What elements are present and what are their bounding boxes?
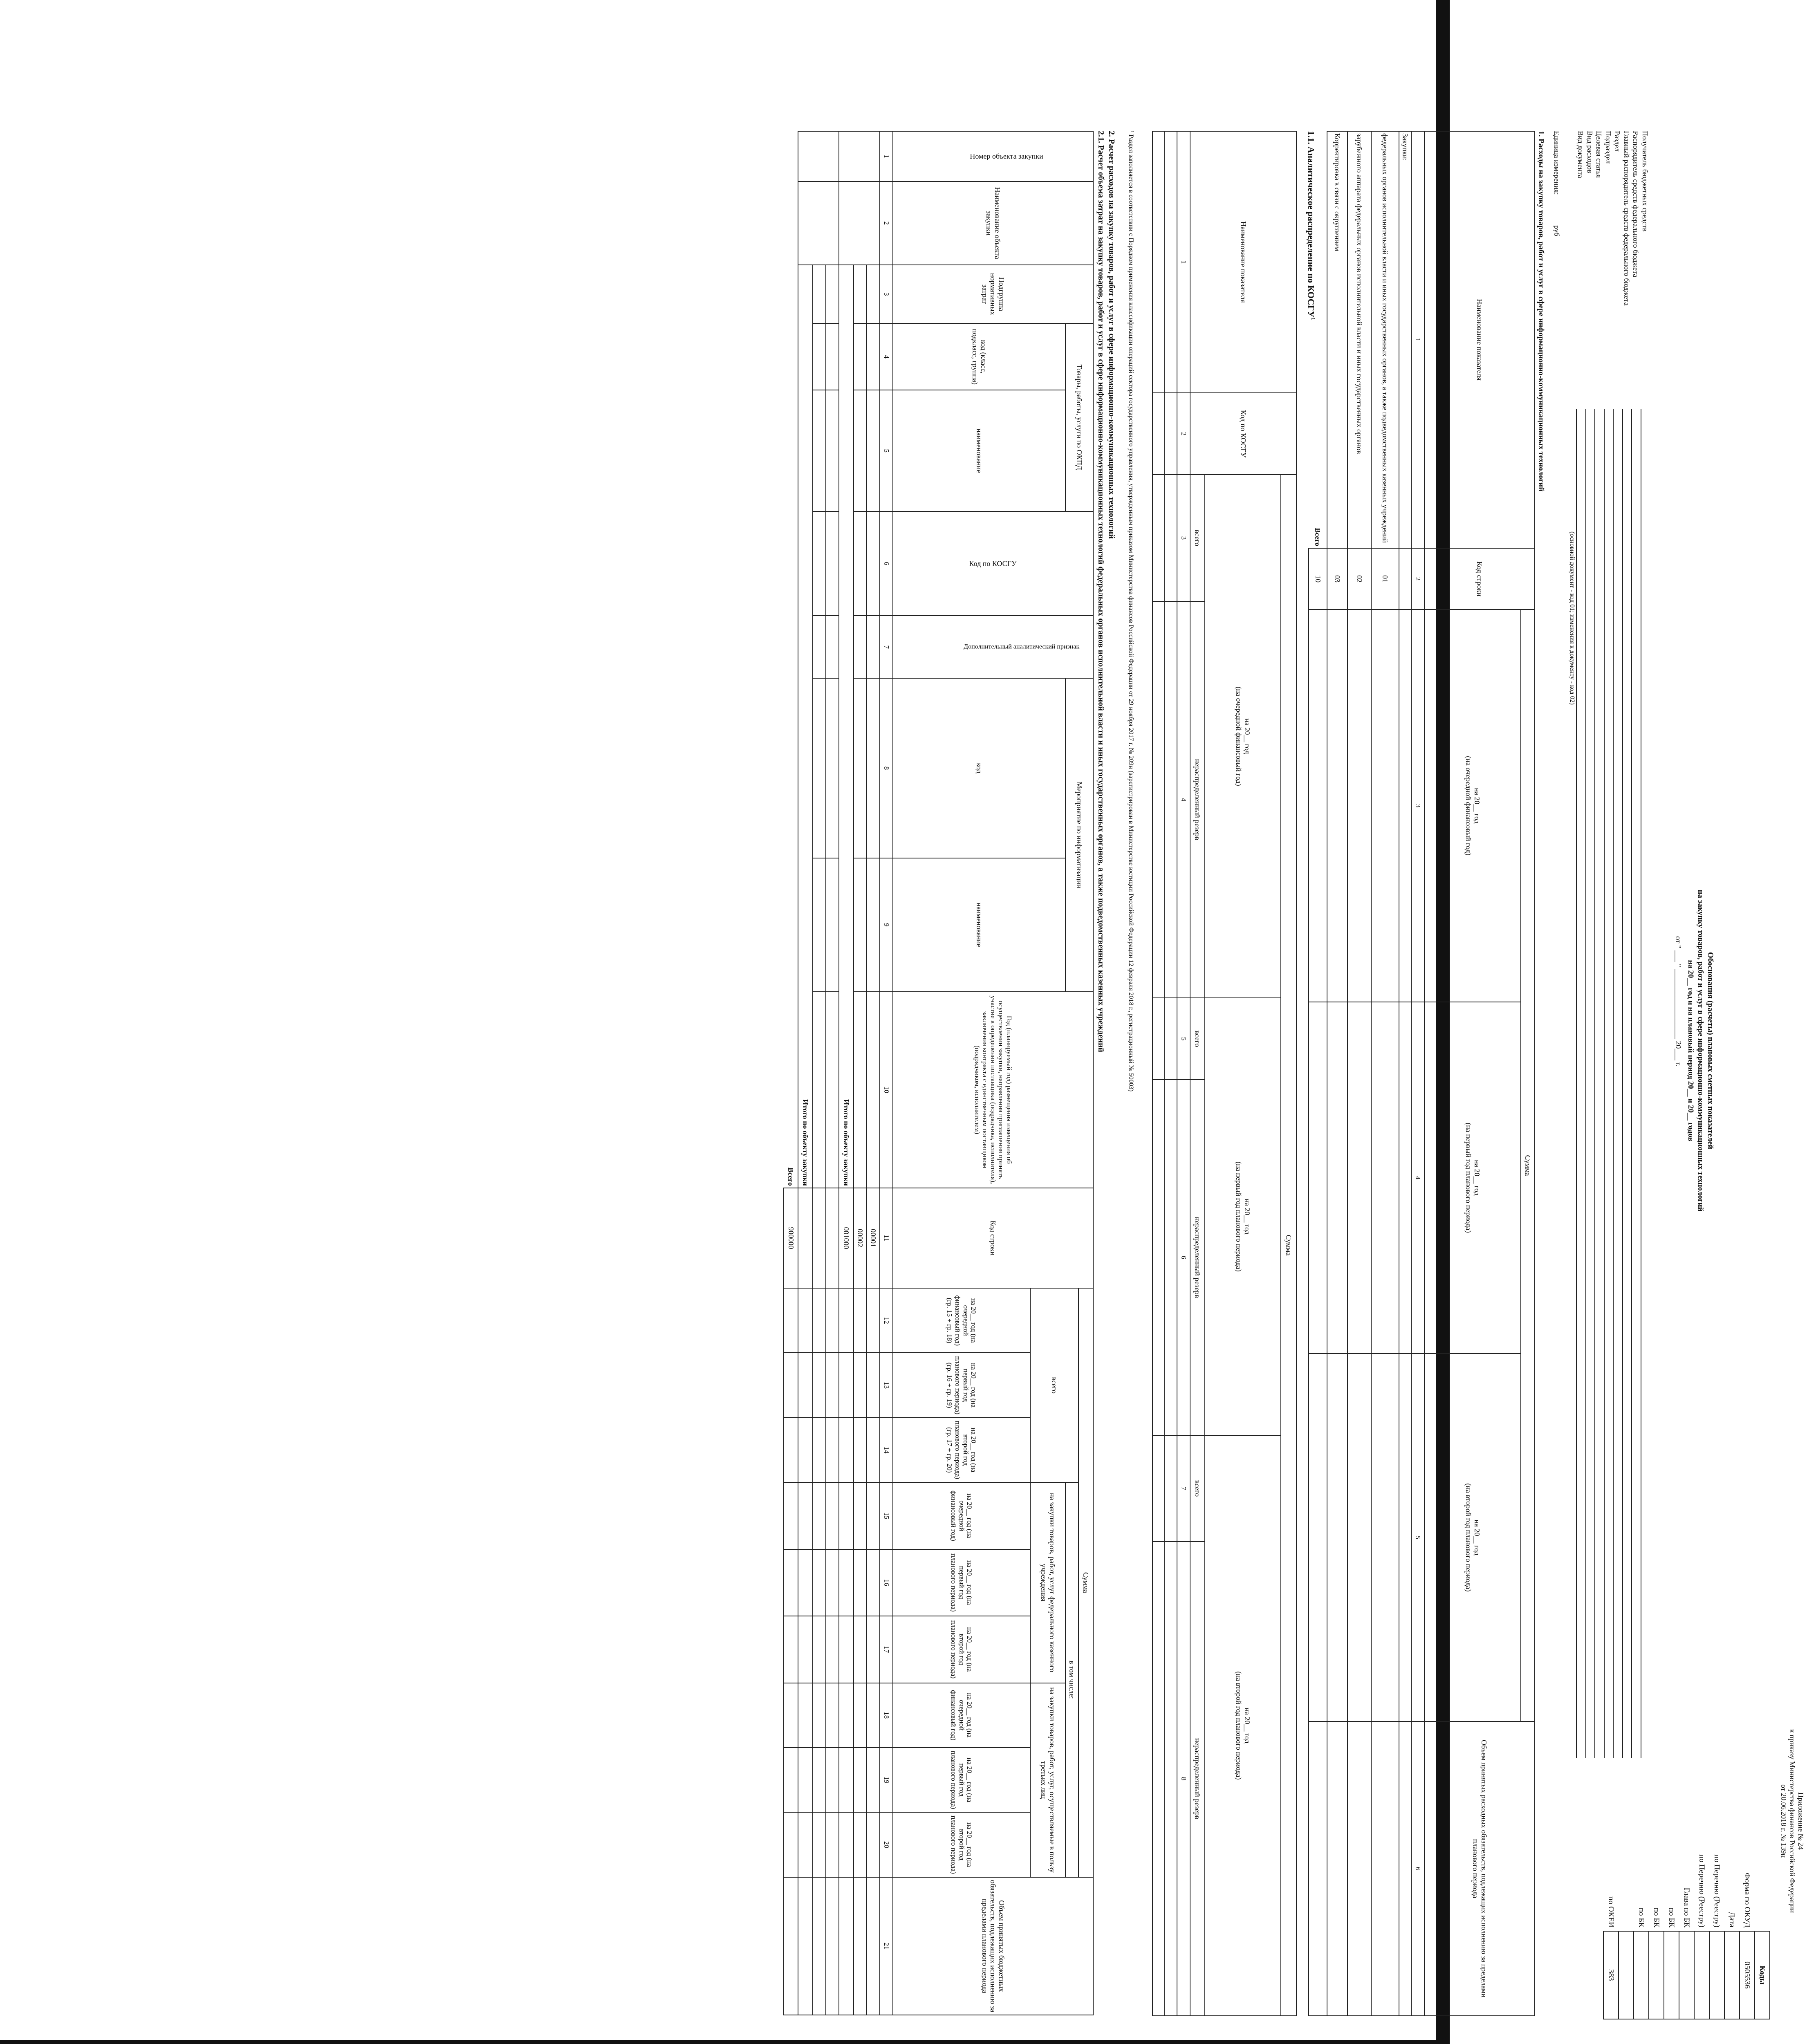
code-value — [1679, 1931, 1694, 2019]
col-num: 6 — [1177, 1080, 1190, 1435]
code-label: по БК — [1637, 1907, 1646, 1927]
code-label: по Перечню (Реестру) — [1697, 1854, 1706, 1927]
total-label: Всего — [784, 131, 798, 1188]
col-num: 13 — [880, 1353, 893, 1417]
total-code: 900000 — [784, 1188, 798, 1288]
appendix-line-3: от 20.06.2018 г. № 139н — [1780, 1784, 1788, 1858]
s2-head-incl: в том числе: — [1065, 1482, 1078, 1877]
col-num: 5 — [1177, 998, 1190, 1080]
title-line-1: Обоснования (расчеты) плановых сметных показателей — [1706, 952, 1715, 1150]
section2-title: 2. Расчет расходов на закупку товаров, работ и услуг в сфере информационно-коммуникационных технологий — [1107, 131, 1116, 539]
code-label: Глава по БК — [1682, 1887, 1691, 1927]
col-num: 8 — [880, 678, 893, 858]
row-name: федеральных органов исполнительной власти и иных государственных органов, а также подведомственных казенных учреждений — [1371, 131, 1399, 548]
col-num: 12 — [880, 1288, 893, 1353]
s1-y2: на 20__ год — [1473, 1160, 1481, 1196]
s1-y3-sub: (на второй год планового периода) — [1464, 1483, 1473, 1592]
codes-header: Коды — [1755, 1931, 1770, 2019]
code-value: 0505536 — [1740, 1931, 1755, 2019]
table-row-total — [1309, 131, 1327, 2016]
s2-head-okpd-code: код (класс, подкласс, группа) — [893, 323, 1065, 390]
s11-reserve: нераспределенный резерв — [1190, 1080, 1205, 1435]
row-code: 03 — [1327, 548, 1347, 610]
code-value — [1664, 1931, 1679, 2019]
field-label: Целевая статья — [1595, 131, 1603, 178]
col-num: 15 — [880, 1482, 893, 1549]
section1-table — [1308, 131, 1535, 2016]
scan-edge-bottom — [0, 2040, 1450, 2044]
code-value — [1724, 1931, 1740, 2019]
field-label: Главный распорядитель средств федерального бюджета — [1623, 131, 1631, 306]
row-code: 01 — [1371, 548, 1399, 610]
table-row — [1347, 131, 1371, 2016]
col-num: 18 — [880, 1683, 893, 1748]
col-num: 4 — [1177, 601, 1190, 998]
col-num: 21 — [880, 1877, 893, 2015]
footnote: ¹ Раздел заполняется в соответствии с Порядком применения классификации операций сектора государственного управления, утвержденным приказом Министерства финансов Российской Федерации от 29 ноября 2017 г. № 209н (зарегистрирован в Министерстве юстиции Российской Федерации 12 февраля 2018 г., регистрационный № 50003) — [1128, 131, 1134, 1092]
col-num: 7 — [880, 616, 893, 678]
section11-title — [1306, 131, 1316, 320]
s2-head-c19: на 20__ год (на первый год планового периода) — [893, 1748, 1030, 1812]
field-line — [1576, 409, 1577, 1758]
field-label: Раздел — [1613, 131, 1622, 152]
s2-head-add — [893, 616, 1093, 678]
s1-head-name: Наименование показателя — [1424, 131, 1535, 548]
s1-head-code: Код строки — [1424, 548, 1535, 610]
col-num: 5 — [1411, 1354, 1424, 1721]
col-num: 2 — [1411, 548, 1424, 610]
s2-head-c18: на 20__ год (на очередной финансовый год) — [893, 1683, 1030, 1748]
s2-head-beyond: Объем принятых бюджетных обязательств, подлежащих исполнению за пределами планового периода — [893, 1877, 1093, 2015]
s11-head-y1 — [1205, 475, 1281, 998]
s2-head-c17: на 20__ год (на второй год планового периода) — [893, 1616, 1030, 1683]
table-row — [854, 131, 867, 2015]
s2-head-event-code: код — [893, 678, 1065, 858]
appendix-line-2: к приказу Министерства финансов Российской Федерации — [1788, 1729, 1796, 1913]
s11-all: всего — [1190, 998, 1205, 1080]
s11-head-sum: Сумма — [1281, 475, 1296, 2016]
code-value — [1694, 1931, 1709, 2019]
code-label: по БК — [1667, 1907, 1676, 1927]
section11-title-text: 1.1. Аналитическое распределение по КОСГУ — [1306, 131, 1316, 318]
row-code: 00002 — [854, 1188, 867, 1288]
form-date: от " ___ " __________________ 20___ г. — [1674, 936, 1682, 1067]
subtotal-code: 001000 — [839, 1188, 854, 1288]
section11-table — [1152, 131, 1297, 2016]
field-line — [1622, 409, 1623, 1758]
s1-head-sum: Сумма — [1521, 610, 1535, 1721]
section21-title: 2.1. Расчет объема затрат на закупку товаров, работ и услуг в сфере информационно-коммуникационных технологий федеральных органов исполнительной власти и иных государственных органов, а также подведомственных казенных учреждений — [1096, 131, 1105, 1052]
field-label: Распорядитель средств федерального бюджета — [1632, 131, 1640, 278]
field-label: Подраздел — [1604, 131, 1612, 164]
code-value — [1619, 1931, 1634, 2019]
table-row — [1327, 131, 1347, 2016]
section2-table — [783, 131, 1094, 2015]
s2-head-num-text: Номер объекта закупки — [970, 152, 1043, 160]
total-label: Всего — [1309, 131, 1327, 548]
s2-head-fed: на закупки товаров, работ, услуг федерального казенного учреждения — [1030, 1482, 1065, 1683]
s11-head-kosgu: Код по КОСГУ — [1190, 393, 1296, 475]
col-num: 5 — [880, 390, 893, 511]
field-label: Вид расходов — [1586, 131, 1594, 173]
table-row — [1399, 131, 1411, 2016]
doc-note: (основной документ - код 01; изменения к документу - код 02) — [1569, 531, 1576, 705]
rotated-form — [519, 123, 1807, 2019]
col-num: 17 — [880, 1616, 893, 1683]
s11-y2-sub: (на первый год планового периода) — [1235, 1161, 1243, 1272]
table-row — [813, 131, 826, 2015]
row-code: 02 — [1347, 548, 1371, 610]
code-value — [1709, 1931, 1724, 2019]
field-label: Получатель бюджетных средств — [1641, 131, 1649, 232]
s1-head-beyond — [1424, 1721, 1535, 2016]
s2-head-c12: на 20__ год (на очередной финансовый год) (гр. 15 + гр. 18) — [893, 1288, 1030, 1353]
s2-head-kosgu — [893, 511, 1093, 616]
row-name: зарубежного аппарата федеральных органов исполнительной власти и иных государственных органов — [1347, 131, 1371, 548]
s11-all: всего — [1190, 1435, 1205, 1542]
s2-head-c13: на 20__ год (на первый год планового периода) (гр. 16 + гр. 19) — [893, 1353, 1030, 1417]
field-line — [1604, 409, 1605, 1758]
col-num: 3 — [1177, 475, 1190, 601]
s2-head-kosgu-text: Код по КОСГУ — [969, 559, 1017, 568]
s1-y1: на 20__ год — [1473, 788, 1481, 824]
unit-row — [1552, 131, 1561, 236]
s1-head-y2 — [1424, 1002, 1521, 1354]
subtotal-label: Итого по объекту закупки — [839, 265, 854, 1188]
s11-all: всего — [1190, 475, 1205, 601]
s2-head-obj: Наименование объекта закупки — [893, 182, 1093, 265]
footnote-mark: 1 — [1310, 317, 1316, 320]
col-num: 14 — [880, 1418, 893, 1482]
unit-label: Единица измерения: — [1553, 131, 1561, 195]
s11-head-y2 — [1205, 998, 1281, 1435]
s2-head-add-text: Дополнительный аналитический признак — [964, 643, 1080, 650]
s2-head-all: всего — [1030, 1288, 1078, 1482]
col-num: 4 — [1411, 1002, 1424, 1354]
col-num: 4 — [880, 323, 893, 390]
header-fields — [1576, 131, 1650, 305]
s1-y3: на 20__ год — [1473, 1520, 1481, 1555]
col-num: 8 — [1177, 1542, 1190, 2016]
s2-head-event: Мероприятие по информатизации — [1065, 678, 1093, 991]
title-line-2: на закупку товаров, работ и услуг в сфере информационно-коммуникационных технологий — [1696, 890, 1705, 1212]
field-line — [1585, 409, 1586, 1758]
s2-head-sub: Подгруппа нормативных затрат — [893, 265, 1093, 323]
s11-y3: на 20__ год — [1243, 1708, 1251, 1744]
s11-reserve: нераспределенный резерв — [1190, 1542, 1205, 2016]
col-num: 3 — [880, 265, 893, 323]
s2-head-third: на закупки товаров, работ, услуг, осуществляемые в пользу третьих лиц — [1030, 1683, 1065, 1877]
s1-head-beyond-text: Объем принятых расходных обязательств, подлежащих исполнению за пределами планового периода — [1471, 1739, 1488, 1998]
col-num: 20 — [880, 1812, 893, 1877]
s11-head-y3 — [1205, 1435, 1281, 2016]
code-value: 383 — [1603, 1931, 1619, 2019]
s1-y2-sub: (на первый год планового периода) — [1464, 1123, 1473, 1233]
code-label: по БК — [1652, 1907, 1661, 1927]
row-name: Закупки: — [1399, 131, 1411, 548]
s1-head-y3 — [1424, 1354, 1521, 1721]
s2-head-sum: Сумма — [1078, 1288, 1093, 1877]
s2-head-c15: на 20__ год (на очередной финансовый год) — [893, 1482, 1030, 1549]
code-value — [1649, 1931, 1664, 2019]
appendix — [1779, 1729, 1805, 1913]
code-label: Форма по ОКУД — [1743, 1873, 1752, 1927]
table-row — [1165, 131, 1177, 2016]
s2-head-event-name: наименование — [893, 858, 1065, 992]
field-line — [1613, 409, 1614, 1758]
table-row — [1371, 131, 1399, 2016]
col-num: 9 — [880, 858, 893, 992]
field-label: Вид документа — [1576, 131, 1585, 178]
s11-y1: на 20__ год — [1243, 718, 1251, 754]
s2-head-c20: на 20__ год (на второй год планового периода) — [893, 1812, 1030, 1877]
s1-y1-sub: (на очередной финансовый год) — [1464, 756, 1473, 856]
table-row — [1152, 131, 1165, 2016]
code-label — [1619, 1762, 1634, 1931]
s2-head-c16: на 20__ год (на первый год планового периода) — [893, 1549, 1030, 1616]
col-num: 1 — [1411, 131, 1424, 548]
row-name: Корректировка в связи с округлением — [1327, 131, 1347, 548]
form-title — [1686, 580, 1715, 1521]
code-label: по ОКЕИ — [1607, 1896, 1616, 1927]
table-row-subtotal — [839, 131, 854, 2015]
total-code: 10 — [1309, 548, 1327, 610]
section1-title: 1. Расходы на закупку товаров, работ и услуг в сфере информационно-коммуникационных технологий — [1537, 131, 1545, 492]
s11-y1-sub: (на очередной финансовый год) — [1235, 686, 1243, 786]
s2-head-okpd: Товары, работы, услуги по ОКПД — [1065, 323, 1093, 511]
s11-y2: на 20__ год — [1243, 1199, 1251, 1235]
col-num: 6 — [1411, 1721, 1424, 2016]
col-num: 10 — [880, 992, 893, 1188]
code-label: по Перечню (Реестру) — [1713, 1854, 1722, 1927]
table-row-subtotal — [798, 131, 813, 2015]
unit-value: руб — [1553, 225, 1561, 236]
code-value — [1634, 1931, 1649, 2019]
col-num: 16 — [880, 1549, 893, 1616]
codes-table — [1603, 1762, 1770, 2019]
code-label: Дата — [1728, 1912, 1737, 1927]
row-code — [1399, 548, 1411, 610]
field-line — [1594, 409, 1595, 1758]
table-row — [867, 131, 880, 2015]
col-num: 7 — [1177, 1435, 1190, 1542]
appendix-line-1: Приложение № 24 — [1797, 1792, 1805, 1850]
col-num: 3 — [1411, 610, 1424, 1002]
col-num: 1 — [1177, 131, 1190, 393]
col-num: 1 — [880, 131, 893, 182]
table-row — [826, 131, 839, 2015]
s2-head-c14: на 20__ год (на второй год планового периода) (гр. 17 + гр. 20) — [893, 1418, 1030, 1482]
title-line-3: на 20__ год и на плановый период 20__ и 20__ годов — [1686, 960, 1695, 1141]
s2-head-code: Код строки — [893, 1188, 1093, 1288]
s2-head-okpd-name: наименование — [893, 390, 1065, 511]
s11-head-name: Наименование показателя — [1190, 131, 1296, 393]
s2-head-year: Год (планируемый год) размещения извещения об осуществлении закупки, направления приглашения принять участие в определении поставщика (подрядчика, исполнителя), заключения контракта с единственным поставщиком (подрядчиком, исполнителем) — [893, 992, 1093, 1188]
col-num: 11 — [880, 1188, 893, 1288]
s1-head-y1 — [1424, 610, 1521, 1002]
s11-y3-sub: (на второй год планового периода) — [1235, 1671, 1243, 1780]
col-num: 19 — [880, 1748, 893, 1812]
col-num: 2 — [1177, 393, 1190, 475]
row-code: 00001 — [867, 1188, 880, 1288]
table-row-total — [784, 131, 798, 2015]
subtotal-label: Итого по объекту закупки — [798, 265, 813, 1188]
col-num: 6 — [880, 511, 893, 616]
field-line — [1631, 409, 1632, 1758]
col-num: 2 — [880, 182, 893, 265]
s2-head-num — [893, 131, 1093, 182]
s11-reserve: нераспределенный резерв — [1190, 601, 1205, 998]
